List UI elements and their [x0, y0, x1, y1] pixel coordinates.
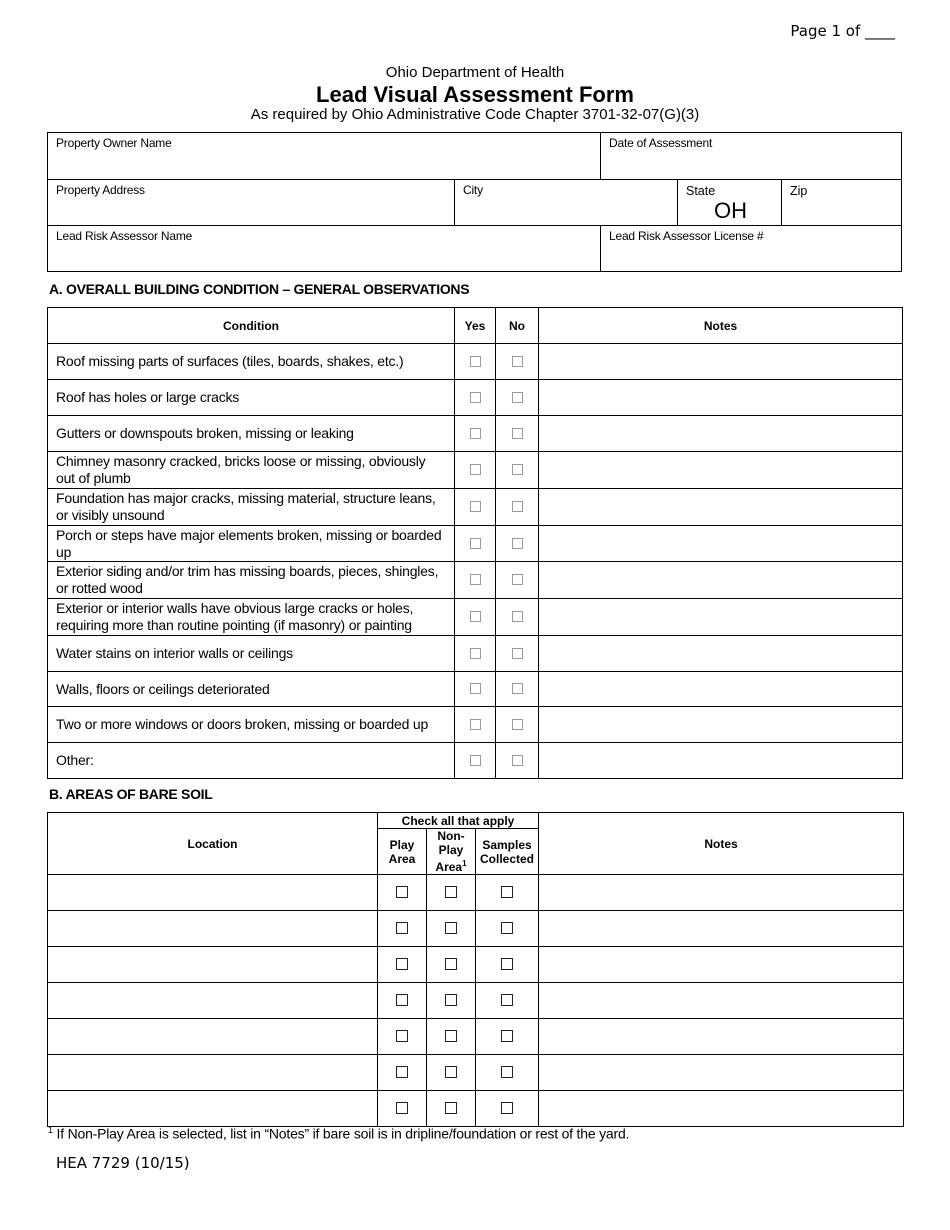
- condition-cell: Roof missing parts of surfaces (tiles, boards, shakes, etc.): [48, 344, 455, 380]
- state-value: OH: [714, 198, 747, 223]
- condition-cell: Chimney masonry cracked, bricks loose or missing, obviously out of plumb: [48, 452, 455, 489]
- notes-cell[interactable]: [539, 911, 904, 947]
- location-cell[interactable]: [48, 983, 378, 1019]
- owner-name-label: Property Owner Name: [56, 136, 172, 150]
- no-checkbox[interactable]: [512, 574, 523, 585]
- play-area-checkbox[interactable]: [396, 886, 408, 898]
- non-play-area-checkbox[interactable]: [445, 958, 457, 970]
- samples-column-header: [476, 829, 539, 875]
- table-row: [48, 672, 903, 707]
- yes-cell: [455, 743, 496, 779]
- non-play-area-checkbox[interactable]: [445, 1030, 457, 1042]
- table-row: [48, 416, 903, 452]
- page-number: Page 1 of ____: [790, 22, 895, 40]
- non-play-area-checkbox[interactable]: [445, 1102, 457, 1114]
- table-header-row: [48, 308, 903, 344]
- notes-cell[interactable]: [539, 489, 903, 526]
- notes-cell[interactable]: [539, 743, 903, 779]
- assessor-name-label: Lead Risk Assessor Name: [56, 229, 193, 243]
- condition-column-header: Condition: [48, 308, 455, 344]
- footnote-marker: 1: [48, 1125, 53, 1135]
- samples-collected-checkbox[interactable]: [501, 886, 513, 898]
- play-area-cell: [378, 1055, 427, 1091]
- no-cell: [496, 526, 539, 562]
- city-label: City: [463, 183, 483, 197]
- yes-checkbox[interactable]: [470, 755, 481, 766]
- non-play-area-cell: [427, 911, 476, 947]
- location-cell[interactable]: [48, 1019, 378, 1055]
- no-checkbox[interactable]: [512, 428, 523, 439]
- date-field[interactable]: [601, 133, 901, 180]
- non-play-area-cell: [427, 1091, 476, 1127]
- non-play-area-label: Non-Play Area: [435, 829, 465, 874]
- condition-cell: Exterior or interior walls have obvious large cracks or holes, requiring more than routine pointing (if masonry) or painting: [48, 599, 455, 636]
- table-row: [48, 489, 903, 526]
- license-label: Lead Risk Assessor License #: [609, 229, 764, 243]
- samples-collected-cell: [476, 947, 539, 983]
- yes-column-header: Yes: [455, 308, 496, 344]
- notes-cell[interactable]: [539, 562, 903, 599]
- license-field[interactable]: [601, 226, 901, 271]
- notes-cell[interactable]: [539, 599, 903, 636]
- yes-checkbox[interactable]: [470, 464, 481, 475]
- non-play-area-cell: [427, 1055, 476, 1091]
- department-name: Ohio Department of Health: [385, 64, 565, 81]
- play-area-cell: [378, 875, 427, 911]
- yes-checkbox[interactable]: [470, 501, 481, 512]
- no-checkbox[interactable]: [512, 648, 523, 659]
- table-row: [48, 707, 903, 743]
- non-play-area-column-header: [427, 829, 476, 875]
- no-checkbox[interactable]: [512, 356, 523, 367]
- yes-cell: [455, 636, 496, 672]
- yes-checkbox[interactable]: [470, 574, 481, 585]
- table-row: [48, 1091, 904, 1127]
- play-area-cell: [378, 1019, 427, 1055]
- table-row: [48, 344, 903, 380]
- section-a-heading: A. OVERALL BUILDING CONDITION – GENERAL OBSERVATIONS: [49, 281, 470, 297]
- condition-cell: Exterior siding and/or trim has missing boards, pieces, shingles, or rotted wood: [48, 562, 455, 599]
- form-number: HEA 7729 (10/15): [56, 1154, 190, 1172]
- play-area-checkbox[interactable]: [396, 958, 408, 970]
- form-title: Lead Visual Assessment Form: [316, 82, 634, 107]
- yes-checkbox[interactable]: [470, 428, 481, 439]
- non-play-area-checkbox[interactable]: [445, 922, 457, 934]
- non-play-area-checkbox[interactable]: [445, 886, 457, 898]
- notes-cell[interactable]: [539, 983, 904, 1019]
- no-checkbox[interactable]: [512, 538, 523, 549]
- condition-cell: Two or more windows or doors broken, missing or boarded up: [48, 707, 455, 743]
- yes-checkbox[interactable]: [470, 611, 481, 622]
- location-cell[interactable]: [48, 911, 378, 947]
- check-all-header: Check all that apply: [378, 813, 539, 829]
- bare-soil-table: [47, 812, 904, 1127]
- non-play-area-checkbox[interactable]: [445, 1066, 457, 1078]
- notes-cell[interactable]: [539, 947, 904, 983]
- samples-collected-cell: [476, 1019, 539, 1055]
- yes-cell: [455, 599, 496, 636]
- section-b-heading: B. AREAS OF BARE SOIL: [49, 786, 213, 802]
- notes-cell[interactable]: [539, 707, 903, 743]
- non-play-footnote-marker: 1: [462, 859, 467, 868]
- non-play-area-cell: [427, 875, 476, 911]
- table-row: [48, 875, 904, 911]
- property-info-grid: [47, 132, 902, 272]
- no-cell: [496, 344, 539, 380]
- samples-collected-cell: [476, 911, 539, 947]
- play-area-checkbox[interactable]: [396, 1102, 408, 1114]
- no-cell: [496, 599, 539, 636]
- samples-collected-checkbox[interactable]: [501, 958, 513, 970]
- no-checkbox[interactable]: [512, 611, 523, 622]
- zip-label: Zip: [790, 184, 808, 198]
- condition-cell: Foundation has major cracks, missing material, structure leans, or visibly unsound: [48, 489, 455, 526]
- location-cell[interactable]: [48, 875, 378, 911]
- table-row: [48, 1055, 904, 1091]
- address-label: Property Address: [56, 183, 145, 197]
- no-checkbox[interactable]: [512, 501, 523, 512]
- table-header-row: [48, 813, 904, 829]
- yes-checkbox[interactable]: [470, 719, 481, 730]
- samples-collected-cell: [476, 983, 539, 1019]
- notes-cell[interactable]: [539, 1019, 904, 1055]
- samples-collected-checkbox[interactable]: [501, 994, 513, 1006]
- samples-collected-cell: [476, 1055, 539, 1091]
- non-play-area-checkbox[interactable]: [445, 994, 457, 1006]
- table-row: [48, 947, 904, 983]
- yes-cell: [455, 380, 496, 416]
- no-cell: [496, 489, 539, 526]
- owner-name-field[interactable]: [48, 133, 601, 180]
- yes-checkbox[interactable]: [470, 392, 481, 403]
- play-area-cell: [378, 1091, 427, 1127]
- location-cell[interactable]: [48, 947, 378, 983]
- table-row: [48, 380, 903, 416]
- notes-cell[interactable]: [539, 452, 903, 489]
- notes-cell[interactable]: [539, 672, 903, 707]
- footnote: [48, 1125, 629, 1142]
- footnote-text: If Non-Play Area is selected, list in “Notes” if bare soil is in dripline/foundation or rest of the yard.: [52, 1125, 630, 1142]
- samples-collected-checkbox[interactable]: [501, 922, 513, 934]
- condition-cell: Walls, floors or ceilings deteriorated: [48, 672, 455, 707]
- yes-cell: [455, 416, 496, 452]
- date-label: Date of Assessment: [609, 136, 713, 150]
- yes-cell: [455, 489, 496, 526]
- yes-cell: [455, 452, 496, 489]
- no-cell: [496, 416, 539, 452]
- no-cell: [496, 743, 539, 779]
- zip-field[interactable]: [782, 180, 901, 226]
- no-cell: [496, 562, 539, 599]
- state-field[interactable]: [678, 180, 782, 226]
- non-play-area-cell: [427, 1019, 476, 1055]
- table-row: [48, 983, 904, 1019]
- location-cell[interactable]: [48, 1055, 378, 1091]
- play-area-checkbox[interactable]: [396, 1066, 408, 1078]
- table-row: [48, 1019, 904, 1055]
- table-row: [48, 911, 904, 947]
- samples-collected-cell: [476, 1091, 539, 1127]
- condition-cell: Other:: [48, 743, 455, 779]
- address-field[interactable]: [48, 180, 455, 226]
- no-cell: [496, 636, 539, 672]
- samples-label: Samples Collected: [480, 837, 535, 866]
- yes-cell: [455, 707, 496, 743]
- notes-cell[interactable]: [539, 636, 903, 672]
- table-row: [48, 599, 903, 636]
- table-row: [48, 562, 903, 599]
- non-play-area-cell: [427, 983, 476, 1019]
- no-checkbox[interactable]: [512, 755, 523, 766]
- condition-cell: Roof has holes or large cracks: [48, 380, 455, 416]
- yes-checkbox[interactable]: [470, 683, 481, 694]
- play-area-column-header: [378, 829, 427, 875]
- yes-cell: [455, 672, 496, 707]
- notes-cell[interactable]: [539, 1091, 904, 1127]
- notes-cell[interactable]: [539, 1055, 904, 1091]
- play-area-label: Play Area: [388, 837, 416, 866]
- yes-cell: [455, 526, 496, 562]
- yes-checkbox[interactable]: [470, 356, 481, 367]
- no-cell: [496, 380, 539, 416]
- yes-cell: [455, 562, 496, 599]
- no-cell: [496, 707, 539, 743]
- play-area-checkbox[interactable]: [396, 922, 408, 934]
- notes-cell[interactable]: [539, 526, 903, 562]
- assessor-name-field[interactable]: [48, 226, 601, 271]
- location-column-header: Location: [48, 813, 378, 875]
- no-checkbox[interactable]: [512, 392, 523, 403]
- play-area-cell: [378, 983, 427, 1019]
- play-area-cell: [378, 911, 427, 947]
- no-cell: [496, 452, 539, 489]
- table-row: [48, 452, 903, 489]
- play-area-checkbox[interactable]: [396, 1030, 408, 1042]
- notes-cell[interactable]: [539, 416, 903, 452]
- notes-cell[interactable]: [539, 380, 903, 416]
- play-area-cell: [378, 947, 427, 983]
- notes-column-header: Notes: [539, 308, 903, 344]
- no-checkbox[interactable]: [512, 719, 523, 730]
- no-checkbox[interactable]: [512, 464, 523, 475]
- yes-checkbox[interactable]: [470, 648, 481, 659]
- form-subtitle: As required by Ohio Administrative Code Chapter 3701-32-07(G)(3): [250, 106, 700, 123]
- condition-cell: Gutters or downspouts broken, missing or leaking: [48, 416, 455, 452]
- samples-collected-cell: [476, 875, 539, 911]
- condition-cell: Water stains on interior walls or ceilings: [48, 636, 455, 672]
- notes-cell[interactable]: [539, 344, 903, 380]
- samples-collected-checkbox[interactable]: [501, 1030, 513, 1042]
- building-condition-table: [47, 307, 903, 779]
- no-column-header: No: [496, 308, 539, 344]
- notes-cell[interactable]: [539, 875, 904, 911]
- table-row: [48, 636, 903, 672]
- condition-cell: Porch or steps have major elements broken, missing or boarded up: [48, 526, 455, 562]
- play-area-checkbox[interactable]: [396, 994, 408, 1006]
- state-label: State: [686, 184, 716, 198]
- table-row: [48, 526, 903, 562]
- table-row: [48, 743, 903, 779]
- yes-cell: [455, 344, 496, 380]
- location-cell[interactable]: [48, 1091, 378, 1127]
- non-play-area-cell: [427, 947, 476, 983]
- no-cell: [496, 672, 539, 707]
- yes-checkbox[interactable]: [470, 538, 481, 549]
- no-checkbox[interactable]: [512, 683, 523, 694]
- city-field[interactable]: [455, 180, 678, 226]
- notes-column-header: Notes: [539, 813, 904, 875]
- samples-collected-checkbox[interactable]: [501, 1066, 513, 1078]
- samples-collected-checkbox[interactable]: [501, 1102, 513, 1114]
